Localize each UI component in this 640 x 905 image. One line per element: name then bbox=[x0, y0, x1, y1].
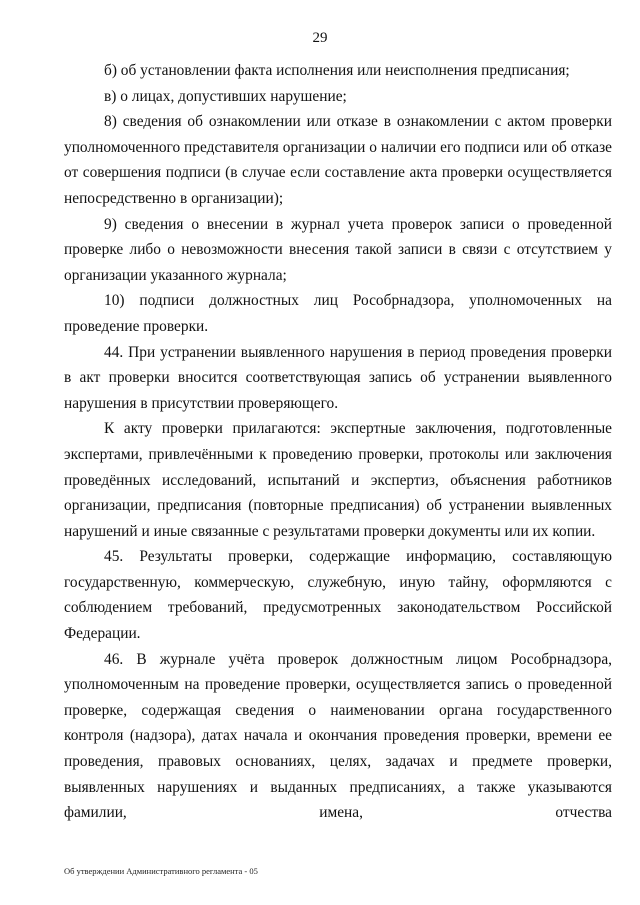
document-body bbox=[64, 58, 612, 826]
page-footer: Об утверждении Административного регламента - 05 bbox=[64, 866, 258, 876]
paragraph-attachments: К акту проверки прилагаются: экспертные заключения, подготовленные экспертами, привлечёнными к проведению проверки, протоколы или заключения проведённых исследований, испытаний и экспертиз, объяснения работников организации, предписания (повторные предписания) об устранении выявленных нарушений и иные связанные с результатами проверки документы или их копии. bbox=[64, 420, 612, 540]
paragraph-8: 8) сведения об ознакомлении или отказе в ознакомлении с актом проверки уполномоченного представителя организации о наличии его подписи или об отказе от совершения подписи (в случае если составление акта проверки осуществляется непосредственно в организации); bbox=[64, 113, 612, 207]
paragraph-44: 44. При устранении выявленного нарушения в период проведения проверки в акт проверки вносится соответствующая запись об устранении выявленного нарушения в присутствии проверяющего. bbox=[64, 343, 612, 412]
paragraph-46: 46. В журнале учёта проверок должностным лицом Рособрнадзора, уполномоченным на проведение проверки, осуществляется запись о проведенной проверке, содержащая сведения о наименовании органа государственного контроля (надзора), датах начала и окончания проведения проверки, времени ее проведения, правовых основаниях, целях, задачах и предмете проверки, выявленных нарушениях и выданных предписаниях, а также указываются фамилии, имена, отчества bbox=[64, 650, 612, 822]
page-number: 29 bbox=[312, 30, 328, 46]
paragraph-b: б) об установлении факта исполнения или неисполнения предписания; bbox=[104, 62, 570, 79]
paragraph-v: в) о лицах, допустивших нарушение; bbox=[104, 87, 347, 105]
paragraph-10: 10) подписи должностных лиц Рособрнадзора, уполномоченных на проведение проверки. bbox=[64, 292, 612, 335]
paragraph-45: 45. Результаты проверки, содержащие информацию, составляющую государственную, коммерческую, служебную, иную тайну, оформляются с соблюдением требований, предусмотренных законодательством Российской Федерации. bbox=[64, 548, 612, 643]
paragraph-9: 9) сведения о внесении в журнал учета проверок записи о проведенной проверке либо о невозможности внесения такой записи в связи с отсутствием у организации указанного журнала; bbox=[64, 215, 612, 284]
